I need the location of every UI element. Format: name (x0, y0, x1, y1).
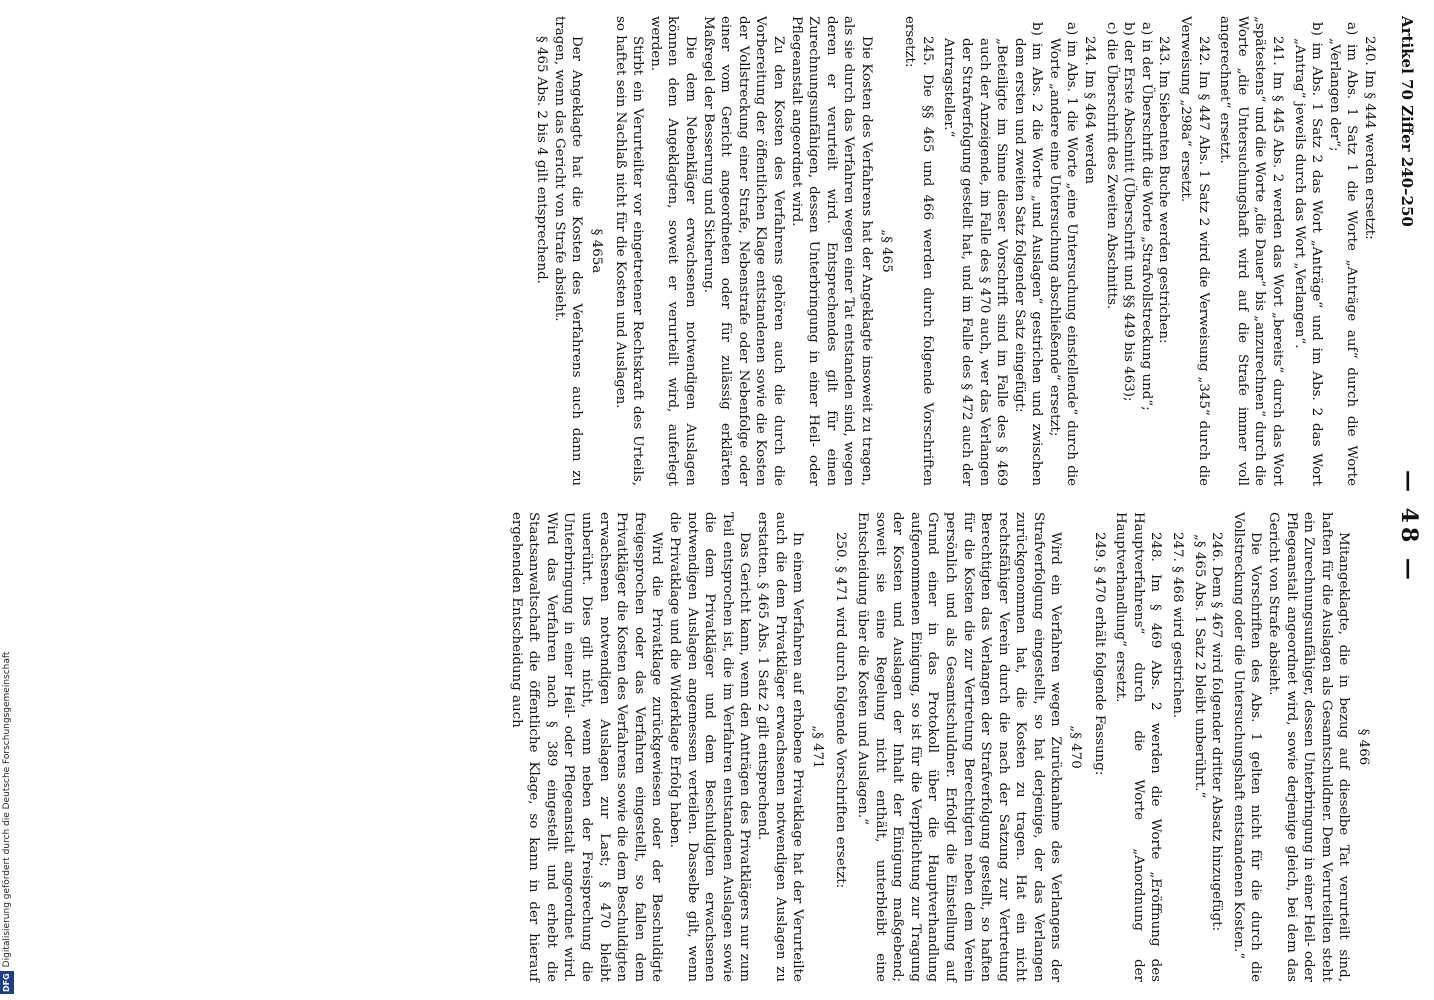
paragraph: Zu den Kosten des Verfahrens gehören auch die durch die Vorbereitung der öffentlichen Klage entstandenen sowie die Kosten der Vollstreckung einer Strafe, Nebenstrafe oder Nebenfolge oder einer vom Gericht angeordneten oder für zulässig erklärten Maßregel der Besserung und Sicherung. (700, 16, 786, 486)
paragraph: § 465 Abs. 2 bis 4 gilt entsprechend. (534, 36, 550, 284)
page-header (1390, 0, 1430, 1000)
paragraph: 245. Die §§ 465 und 466 werden durch folgende Vorschriften ersetzt: (902, 16, 935, 486)
paragraph: a) in der Überschrift die Worte „Strafvollstreckung und“; (1138, 22, 1154, 411)
right-column (507, 512, 1378, 982)
section-heading: § 466 (1356, 728, 1371, 766)
section-heading: „§ 471 (809, 725, 825, 769)
paragraph: Das Gericht kann, wenn den Anträgen des Privatklägers nur zum Teil entsprochen ist, die im Verfahren entstandenen Auslagen sowie die dem Privatkläger und dem Beschuldigten erwachsenen notwendigen Auslagen angemessen verteilen. Dasselbe gilt, wenn die Privatklage und die Widerklage Erfolg haben. (667, 512, 753, 982)
paragraph: 241. Im § 445 Abs. 2 werden das Wort „bereits“ durch das Wort „spätestens“ und die Worte „die Dauer“ bis „anzurechnen“ durch die Worte „die Untersuchungshaft wird auf die Strafe immer voll angerechnet“ ersetzt. (1217, 16, 1286, 486)
left-column (533, 16, 1378, 486)
paragraph: a) im Abs. 1 Satz 1 die Worte „Anträge auf“ durch die Worte „Verlangen der“; (1326, 22, 1360, 486)
section-heading: „§ 470 (1068, 725, 1084, 769)
paragraph: Die Vorschriften des Abs. 1 gelten nicht für die durch die Vollstreckung oder die Untersuchungshaft entstandenen Kosten.“ (1230, 512, 1264, 982)
paragraph: „§ 465 Abs. 1 Satz 2 bleibt unberührt.“ (1191, 534, 1207, 799)
paragraph: 248. Im § 469 Abs. 2 werden die Worte „Eröffnung des Hauptverfahrens“ durch die Worte „Anordnung der Hauptverhandlung“ ersetzt. (1113, 512, 1164, 982)
digitization-credit: Digitalisierung gefördert durch die Deutsche Forschungsgemeinschaft (2, 651, 12, 968)
paragraph: 250. § 471 wird durch folgende Vorschriften ersetzt: (833, 532, 849, 889)
paragraph: 249. § 470 erhält folgende Fassung: (1091, 532, 1107, 776)
paragraph: Stirbt ein Verurteilter vor eingetretener Rechtskraft des Urteils, so haftet sein Nachlaß nicht für die Kosten und Auslagen. (612, 16, 646, 486)
paragraph: b) der Erste Abschnitt (Überschrift und §§ 449 bis 463); (1121, 22, 1137, 402)
paragraph: 246. Dem § 467 wird folgender dritter Absatz hinzugefügt: (1209, 532, 1225, 932)
paragraph: 244. Im § 464 werden (1082, 36, 1098, 184)
paragraph: Der Angeklagte hat die Kosten des Verfahrens auch dann zu tragen, wenn das Gericht von Strafe absieht. (551, 16, 585, 486)
section-heading: „§ 465 (878, 229, 894, 273)
paragraph: 240. Im § 444 werden ersetzt: (1362, 36, 1377, 240)
paragraph: Die dem Nebenkläger erwachsenen notwendigen Auslagen können dem Angeklagten, soweit er verurteilt wird, auferlegt werden. (647, 16, 699, 486)
paragraph: 247. § 468 wird gestrichen. (1170, 532, 1186, 719)
paragraph: 243. Im Siebenten Buche werden gestrichen: (1156, 36, 1172, 344)
paragraph: In einem Verfahren auf erhobene Privatklage hat der Verurteilte auch die dem Privatkläger erwachsenen notwendigen Auslagen zu erstatten. § 465 Abs. 1 Satz 2 gilt entsprechend. (755, 512, 806, 982)
paragraph: b) im Abs. 1 Satz 2 das Wort „Anträge“ und im Abs. 2 das Wort „Antrag“ jeweils durch das Wort „Verlangen“. (1291, 22, 1325, 486)
paragraph: c) die Überschrift des Zweiten Abschnitts. (1103, 22, 1119, 310)
paragraph: Mitangeklagte, die in bezug auf dieselbe Tat verurteilt sind, haften für die Auslagen als Gesamtschuldner. Dem Verurteilten steht ein Zurechnungsunfähiger, dessen Unterbringung in einer Heil- oder Pflegeanstalt angeordnet wird, sowie derjenige gleich, bei dem das Gericht von Strafe absieht. (1266, 512, 1352, 982)
paragraph: „Beteiligte im Sinne dieser Vorschrift sind im Falle des § 469 auch der Anzeigende, im Falle des § 470 auch, wer das Verlangen der Strafverfolgung gestellt hat, und im Falle des § 472 auch der Antragsteller.“ (941, 38, 1010, 486)
paragraph: b) im Abs. 2 die Worte „und Auslagen“ gestrichen und zwischen dem ersten und zweiten Satz folgender Satz eingefügt: (1011, 22, 1045, 486)
running-title: Artikel 70 Ziffer 240–250 (1398, 16, 1416, 227)
section-heading: § 465a (589, 228, 605, 274)
dfg-logo: DFG (0, 971, 14, 994)
paragraph: 242. Im § 447 Abs. 1 Satz 2 wird die Verweisung „345“ durch die Verweisung „298a“ ersetzt. (1178, 16, 1211, 486)
paragraph: Die Kosten des Verfahrens hat der Angeklagte insoweit zu tragen, als sie durch das Verfahren wegen einer Tat entstanden sind, wegen deren er verurteilt wird. Entsprechendes gilt für einen Zurechnungsunfähigen, dessen Unterbringung in einer Heil- oder Pflegeanstalt angeordnet wird. (788, 16, 874, 486)
paragraph: a) im Abs. 1 die Worte „eine Untersuchung einstellende“ durch die Worte „andere eine Untersuchung abschließende“ ersetzt; (1046, 22, 1080, 486)
page-number: — 48 — (1396, 470, 1422, 584)
paragraph: Wird die Privatklage zurückgewiesen oder der Beschuldigte freigesprochen oder das Verfahren eingestellt, so fallen dem Privatkläger die Kosten des Verfahrens sowie die dem Beschuldigten erwachsenen notwendigen Auslagen zur Last; § 470 bleibt unberührt. Dies gilt nicht, wenn neben der Freisprechung die Unterbringung in einer Heil- oder Pflegeanstalt angeordnet wird. Wird das Verfahren nach § 389 eingestellt und erhebt die Staatsanwaltschaft die öffentliche Klage, so kann in der hierauf ergehenden Entscheidung auch (508, 512, 665, 982)
footer (0, 0, 14, 1000)
paragraph: Wird ein Verfahren wegen Zurücknahme des Verlangens der Strafverfolgung eingestellt, so hat derjenige, der das Verlangen zurückgenommen hat, die Kosten zu tragen. Hat ein nicht rechtsfähiger Verein durch die nach der Satzung zur Vertretung Berechtigten das Verlangen der Strafverfolgung gestellt, so haften für die Kosten die zur Vertretung Berechtigten neben dem Verein persönlich und als Gesamtschuldner. Erfolgt die Einstellung auf Grund einer in das Protokoll über die Hauptverhandlung aufgenommenen Einigung, so ist für die Verpflichtung zur Tragung der Kosten und Auslagen der Inhalt der Einigung maßgebend; soweit sie eine Regelung nicht enthält, unterbleibt eine Entscheidung über die Kosten und Auslagen.“ (854, 512, 1064, 982)
